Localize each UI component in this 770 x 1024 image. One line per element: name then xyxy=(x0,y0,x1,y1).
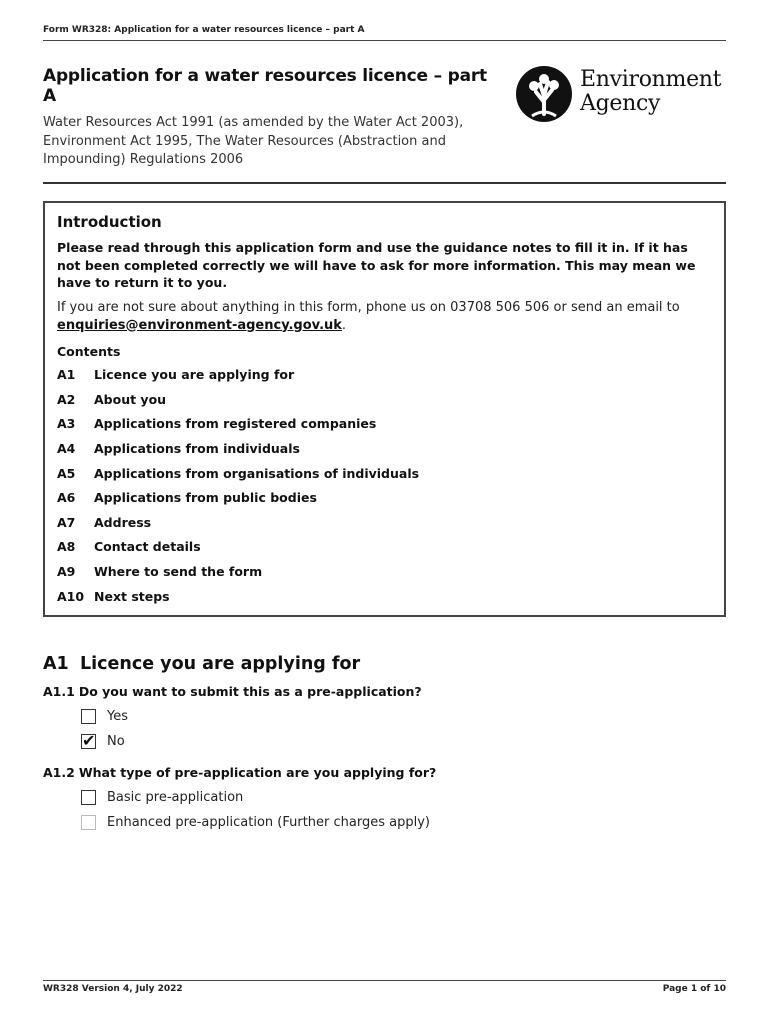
title-divider xyxy=(43,182,726,184)
contents-heading: Contents xyxy=(57,343,121,359)
option-enhanced-pre-application[interactable] xyxy=(81,815,430,830)
contents-item-number: A4 xyxy=(57,441,76,457)
contents-item xyxy=(57,535,712,560)
contents-item xyxy=(57,436,712,461)
question-text: Do you want to submit this as a pre-application? xyxy=(78,684,422,699)
contents-item-label: Applications from public bodies xyxy=(94,490,317,506)
option-label: No xyxy=(107,734,125,749)
contents-item-label: About you xyxy=(94,391,167,407)
contents-item xyxy=(57,387,712,412)
footer-divider xyxy=(43,980,726,981)
contents-item-number: A1 xyxy=(57,367,76,383)
contents-item xyxy=(57,584,712,609)
contents-item-label: Applications from individuals xyxy=(94,441,300,457)
section-a1-heading xyxy=(43,654,360,674)
question-text: What type of pre-application are you applying for? xyxy=(78,765,437,780)
contents-item-label: Next steps xyxy=(94,588,170,604)
introduction-instructions: Please read through this application form and use the guidance notes to fill it in. If it has not been completed correctly we will have to ask for more information. This may mean we have to return it to you. xyxy=(57,240,696,290)
option-label: Basic pre-application xyxy=(107,790,244,805)
question-number: A1.2 xyxy=(43,765,75,780)
option-label: Enhanced pre-application (Further charges apply) xyxy=(107,815,430,830)
introduction-box xyxy=(43,201,726,617)
section-number: A1 xyxy=(43,654,69,674)
logo-line-1: Environment xyxy=(580,67,722,92)
contents-item-number: A6 xyxy=(57,490,76,506)
question-a1-1 xyxy=(43,684,422,699)
running-header: Form WR328: Application for a water resources licence – part A xyxy=(43,25,726,41)
contents-item-number: A7 xyxy=(57,514,76,530)
contents-item xyxy=(57,559,712,584)
contents-item xyxy=(57,363,712,388)
contents-item-number: A10 xyxy=(57,588,85,604)
option-label: Yes xyxy=(107,709,128,724)
contents-item-number: A8 xyxy=(57,539,76,555)
contents-item-label: Where to send the form xyxy=(94,564,263,580)
contents-item xyxy=(57,510,712,535)
contents-item xyxy=(57,485,712,510)
contents-item-label: Licence you are applying for xyxy=(94,367,295,383)
tree-logo-icon xyxy=(514,64,574,124)
option-no[interactable] xyxy=(81,734,125,749)
introduction-contact-text xyxy=(57,299,712,335)
question-a1-2 xyxy=(43,765,436,780)
contents-item-number: A5 xyxy=(57,465,76,481)
contents-item-number: A2 xyxy=(57,391,76,407)
enhanced-pre-application-checkbox[interactable] xyxy=(81,815,96,830)
contents-item xyxy=(57,461,712,486)
form-version: WR328 Version 4, July 2022 xyxy=(43,984,183,994)
contents-item-label: Contact details xyxy=(94,539,201,555)
email-link[interactable]: enquiries@environment-agency.gov.uk xyxy=(57,317,342,333)
page-title: Application for a water resources licence – part A xyxy=(43,66,487,106)
basic-pre-application-checkbox[interactable] xyxy=(81,790,96,805)
introduction-heading: Introduction xyxy=(57,213,162,231)
question-number: A1.1 xyxy=(43,684,75,699)
contact-text: If you are not sure about anything in this form, phone us on 03708 506 506 or send an email to xyxy=(57,299,680,315)
contact-text-end: . xyxy=(341,317,347,333)
legislation-subtitle: Water Resources Act 1991 (as amended by the Water Act 2003), Environment Act 1995, The Water Resources (Abstraction and Impounding) Regulations 2006 xyxy=(43,115,464,167)
yes-checkbox[interactable] xyxy=(81,709,96,724)
no-checkbox[interactable] xyxy=(81,734,96,749)
contents-item-label: Address xyxy=(94,514,152,530)
contents-item-number: A3 xyxy=(57,416,76,432)
title-block xyxy=(43,66,503,170)
contents-item-number: A9 xyxy=(57,564,76,580)
logo-line-2: Agency xyxy=(580,91,661,116)
contents-item xyxy=(57,412,712,437)
contents-item-label: Applications from registered companies xyxy=(94,416,377,432)
option-yes[interactable] xyxy=(81,709,128,724)
contents-list xyxy=(57,363,712,609)
page-number: Page 1 of 10 xyxy=(662,984,726,994)
section-title: Licence you are applying for xyxy=(80,654,361,674)
option-basic-pre-application[interactable] xyxy=(81,790,243,805)
contents-item-label: Applications from organisations of individuals xyxy=(94,465,420,481)
logo-wordmark xyxy=(580,68,721,116)
environment-agency-logo xyxy=(514,64,729,124)
